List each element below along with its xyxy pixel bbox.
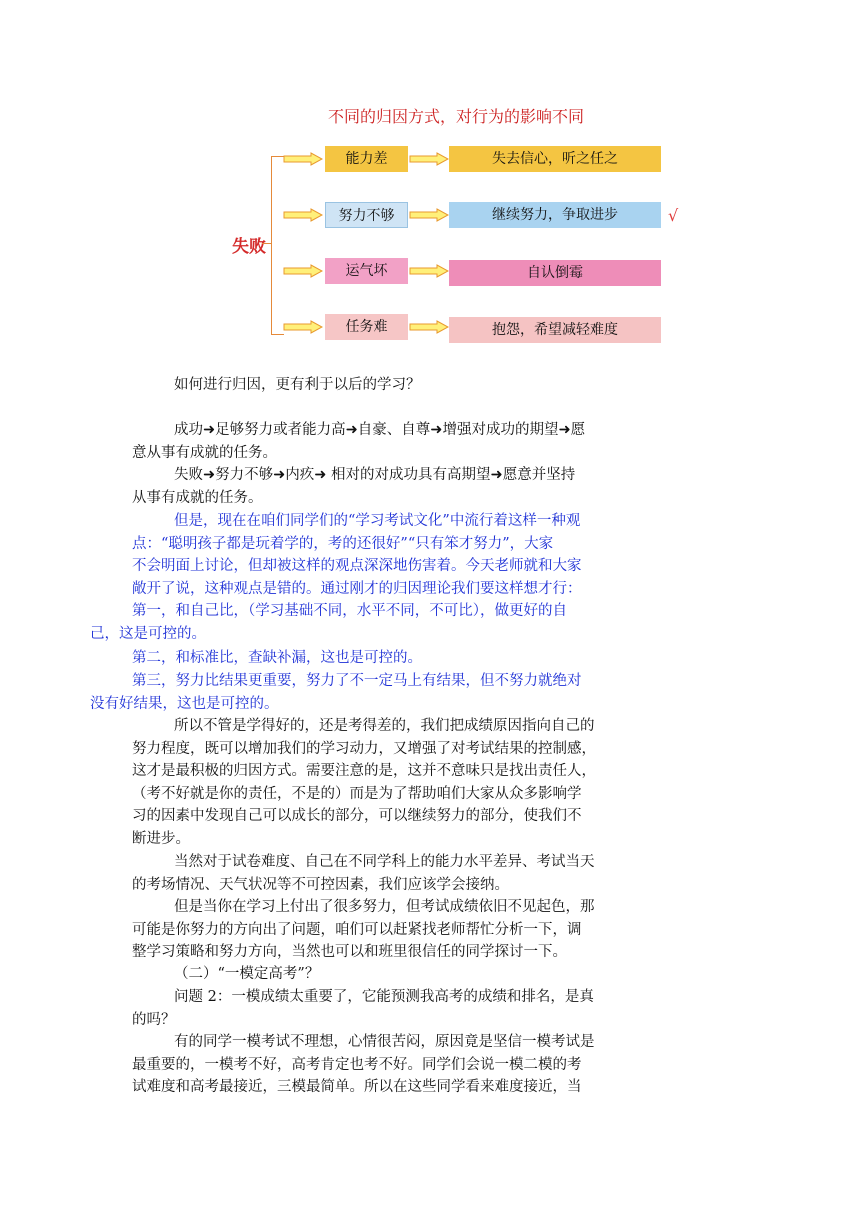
arrow-icon: [409, 264, 449, 278]
paragraph-failure-chain: 失败➜努力不够➜内疚➜ 相对的对成功具有高期望➜愿意并坚持 从事有成就的任务。: [132, 467, 576, 506]
result-box-task: 抱怨，希望减轻难度: [449, 317, 661, 343]
arrow-icon: [283, 152, 323, 166]
paragraph-second-point: 第二，和标准比，查缺补漏，这也是可控的。: [132, 650, 422, 666]
arrow-icon: [409, 152, 449, 166]
paragraph-mock-exam: 有的同学一模考试不理想，心情很苦闷，原因竟是坚信一模考试是 最重要的，一模考不好，高考肯定也考不好。同学们会说一模二模的考 试难度和高考最接近，三模最简单。所以在这些同学看来难度接近，当: [132, 1034, 595, 1095]
paragraph-uncontrollable: 当然对于试卷难度、自己在不同学科上的能力水平差异、考试当天 的考场情况、天气状况等不可控因素，我们应该学会接纳。: [132, 854, 595, 893]
paragraph-question: 如何进行归因，更有利于以后的学习？: [174, 377, 421, 393]
branch-bracket: [271, 156, 284, 335]
paragraph-question-2: 问题 2：一模成绩太重要了，它能预测我高考的成绩和排名，是真 的吗？: [132, 989, 594, 1028]
diagram-root-label: 失败: [232, 237, 266, 257]
cause-box-luck: 运气坏: [325, 258, 408, 284]
arrow-icon: [409, 320, 449, 334]
branch-connector: [262, 243, 272, 244]
paragraph-effort-attribution: 所以不管是学得好的，还是考得差的，我们把成绩原因指向自己的 努力程度，既可以增加我们的学习动力，又增强了对考试结果的控制感， 这才是最积极的归因方式。需要注意的是，这并不意味只是找出责任人， （考不好就是你的责任，不是的）而是为了帮助咱们大家从众多影响学 习的因素中发现自己可以成长的部分，可以继续努力的部分，使我们不 断进步。: [132, 718, 596, 847]
arrow-icon: [409, 208, 449, 222]
cause-box-ability: 能力差: [325, 146, 408, 172]
paragraph-third-point: 第三，努力比结果更重要，努力了不一定马上有结果，但不努力就绝对 没有好结果，这也是可控的。: [90, 673, 582, 712]
attribution-diagram: [0, 0, 860, 360]
result-box-effort: 继续努力，争取进步: [449, 202, 661, 228]
check-mark-icon: √: [668, 206, 679, 225]
paragraph-success-chain: 成功➜足够努力或者能力高➜自豪、自尊➜增强对成功的期望➜愿 意从事有成就的任务。: [132, 422, 586, 461]
arrow-icon: [283, 208, 323, 222]
paragraph-direction: 但是当你在学习上付出了很多努力，但考试成绩依旧不见起色，那 可能是你努力的方向出了问题，咱们可以赶紧找老师帮忙分析一下，调 整学习策略和努力方向，当然也可以和班里很信任的同学探讨一下。: [132, 899, 595, 960]
section-heading-mock-exam: （二）“一模定高考”？: [174, 966, 320, 982]
arrow-icon: [283, 264, 323, 278]
paragraph-culture: 但是，现在在咱们同学们的“学习考试文化”中流行着这样一种观 点：“聪明孩子都是玩着学的，考的还很好”“只有笨才努力”，大家 不会明面上讨论，但却被这样的观点深深地伤害着。今天老师就和大家 敞开了说，这种观点是错的。通过刚才的归因理论我们要这样想才行： 第一，和自己比，（学习基础不同，水平不同，不可比），做更好的自 己，这是可控的。: [90, 513, 582, 642]
cause-box-effort: 努力不够: [325, 202, 408, 228]
arrow-icon: [283, 320, 323, 334]
diagram-title: 不同的归因方式，对行为的影响不同: [328, 107, 585, 126]
cause-box-task: 任务难: [325, 314, 408, 340]
result-box-luck: 自认倒霉: [449, 260, 661, 286]
result-box-ability: 失去信心，听之任之: [449, 146, 661, 172]
